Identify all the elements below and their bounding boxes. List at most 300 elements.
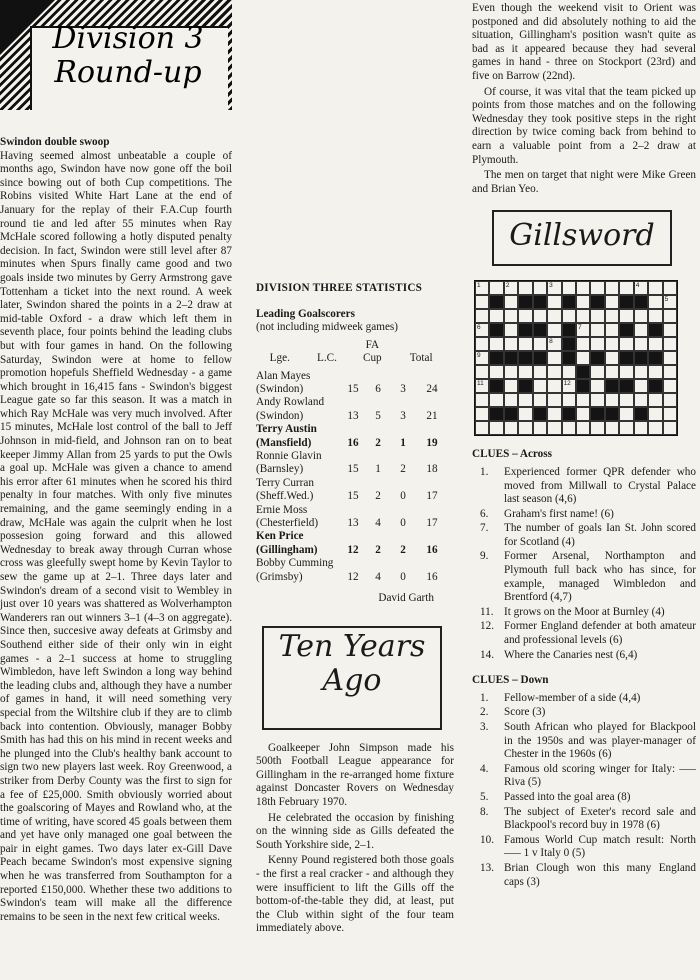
clue-item [472,508,696,522]
crossword-cell[interactable] [504,393,518,407]
clue-item [472,466,696,507]
scorer-name: Ronnie Glavin [256,450,322,463]
crossword-cell[interactable] [590,337,604,351]
lge-goals: 15 [347,490,359,503]
clue-number: 5. [480,790,489,803]
crossword-cell[interactable] [576,295,590,309]
crossword-cell[interactable] [504,281,518,295]
cup-goals: 2 [400,463,406,476]
cup-goals: 0 [400,490,406,503]
clue-number: 9. [480,550,489,563]
total-goals: 17 [426,490,438,503]
stats-title: DIVISION THREE STATISTICS [256,282,423,294]
crossword-cell[interactable] [475,281,489,295]
crossword-cell[interactable] [547,323,561,337]
total-goals: 18 [426,463,438,476]
clue-item [472,763,696,790]
clue-item [472,620,696,647]
header-total: Total [409,352,433,365]
clue-number: 3. [480,721,489,733]
crossword-cell[interactable] [663,295,677,309]
clue-number: 5 [664,296,669,304]
table-row [256,530,448,543]
scorer-club: (Grimsby) [256,570,303,583]
crossword-block [533,323,547,337]
lc-goals: 6 [375,383,381,395]
clue-item [472,862,696,889]
clue-number: 8 [549,338,553,346]
crossword-block [489,379,503,393]
crossword-cell[interactable] [634,421,648,435]
crossword-cell[interactable] [648,407,662,421]
lge-goals: 12 [347,543,359,556]
crossword-cell[interactable] [475,323,489,337]
crossword-block [518,295,532,309]
cup-goals: 0 [400,517,406,530]
crossword-cell[interactable] [475,337,489,351]
crossword-cell[interactable] [605,365,619,379]
crossword-cell[interactable] [605,295,619,309]
lge-goals: 16 [347,436,359,449]
crossword-cell[interactable] [504,337,518,351]
crossword-cell[interactable] [547,393,561,407]
lc-goals: 4 [375,517,381,530]
crossword-cell[interactable] [547,365,561,379]
clue-text: Experienced former QPR defender who moved from Millwall to Crystal Palace last season (4,6) [504,465,696,506]
clue-item [472,550,696,604]
clue-text: South African who played for Blackpool in the 1950s and was player-manager of Chester in the 1960s (6) [504,721,696,761]
crossword-cell[interactable] [533,365,547,379]
crossword-cell[interactable] [590,421,604,435]
crossword-cell[interactable] [590,309,604,323]
table-row [256,490,448,503]
byline: David Garth [378,592,434,605]
table-row [256,517,448,530]
crossword-cell[interactable] [562,365,576,379]
crossword-cell[interactable] [533,393,547,407]
crossword-cell[interactable] [619,407,633,421]
lge-goals: 15 [347,463,359,476]
crossword-block [504,407,518,421]
crossword-block [619,295,633,309]
crossword-cell[interactable] [634,393,648,407]
lc-goals: 2 [375,436,381,449]
crossword-cell[interactable] [590,379,604,393]
header-cup: Cup [362,352,382,365]
gillsword-header [492,210,672,266]
table-row [256,383,448,396]
ten-years-header [262,626,442,730]
clue-number: 4. [480,762,489,775]
scorer-club: (Swindon) [256,383,304,395]
lc-goals: 5 [375,409,381,422]
crossword-cell[interactable] [489,309,503,323]
crossword-cell[interactable] [663,337,677,351]
total-goals: 16 [426,570,438,583]
scorer-club: (Sheff.Wed.) [256,490,314,503]
table-header-fa [256,339,448,352]
stats-subtitle-line2: (not including midweek games) [256,321,398,334]
crossword-block [605,407,619,421]
lc-goals: 2 [375,543,381,556]
clue-text: Former England defender at both amateur and professional levels (6) [504,620,696,647]
table-row [256,571,448,584]
crossword-cell[interactable] [547,407,561,421]
scorer-name: Terry Curran [256,476,314,489]
crossword-cell[interactable] [504,309,518,323]
lc-goals: 2 [375,490,381,503]
crossword-cell[interactable] [648,295,662,309]
crossword-block [518,323,532,337]
crossword-cell[interactable] [518,281,532,295]
crossword-block [489,407,503,421]
crossword-cell[interactable] [619,365,633,379]
clue-text: Where the Canaries nest (6,4) [504,648,638,661]
crossword-block [619,379,633,393]
article-body: Having seemed almost unbeatable a couple of months ago, Swindon have now gone off the boil since bowing out of both Cup competitions. The Robins visited White Hart Lane at the end of January for the replay of their F.A.Cup fourth round tie and led after 55 minutes when Ray McHale scored following a hotly disputed penalty decision. In fact, Swindon were still level after 87 minutes when Spurs finally came good and two goals inside two minutes by Gerry Armstrong gave Tottenham a ticket into the next round. A week later, Swindon shared the points in a 2–2 draw at mid-table Oxford - a draw which left them in seventh place, four points behind the leading clubs but with four games in hand. On the following Saturday, Swindon were at home to fellow promotion hopefuls Sheffield Wednesday - a game which brought in 16,415 fans - Swindon's biggest League gate so far this season. It was a match in which Ray McHale was very much involved. After 15 minutes, McHale lost control of the ball to Jeff Johnson in mid-field, and Johnson ran on to beat keeper Jimmy Allan from 25 yards to put the Owls a goal up. McHale was given a chance to amend his error after 61 minutes when he scored his third penalty in four matches. With only five minutes remaining, and the game seemingly ending in a draw, McHale was again the culprit when he lost possesion going forward and this allowed Wednesday to break away through Curran whose cross was gleefully swept home by Kevin Taylor to sew the game up at 2–1. Three days later and Swindon's dream of a second visit to Wembley in just over 10 years was shattered as Wolverhampton Wanderers ran out winners 3–1 (4–3 on aggregate). Since then, succesive away defeats at Grimsby and Southend either side of their only win in eight games - a 2–1 success at home to struggling Wimbledon, have left Swindon a long way behind the leading clubs and, although they have a number of games in hand, it will need something very special from the Wiltshire club if they are to climb back into contention. Obviously, manager Bobby Smith has had this on his mind in recent weeks and he plunged into the Club's healthy bank account to sign two new players last week. Roy Greenwood, a striker from Derby County was the first to sign for a fee of £25,000. Smith obviously worried about the goalscoring of Mayes and Rowland who, at the time of writing, have scored 45 goals between them and yet have only managed one goal between the pair in eight games. Two days later ex-Gill Dave Peach became Swindon's most expensive signing when he was transferred from Southampton for a reported £150,000. Whether these two additions to Swindon's team will make all the difference remains to be seen in the next few critical weeks. [0,149,232,923]
crossword-cell[interactable] [576,323,590,337]
clue-text: Graham's first name! (6) [504,507,614,520]
article-subhead: Swindon double swoop [0,136,110,148]
crossword-block [518,351,532,365]
crossword-cell[interactable] [605,309,619,323]
scorer-name: Andy Rowland [256,396,325,409]
continued-p2: Of course, it was vital that the team picked up points from those matches and on the following Wednesday they took positive steps in the right direction by twice coming back from behind to earn a valuable point from a 2–2 draw at Plymouth. [472,85,696,166]
crossword-cell[interactable] [562,379,576,393]
lc-goals: 4 [375,570,381,583]
crossword-cell[interactable] [475,351,489,365]
crossword-cell[interactable] [648,309,662,323]
crossword-cell[interactable] [518,407,532,421]
crossword-cell[interactable] [518,421,532,435]
clue-number: 1. [480,691,489,704]
clue-text: Score (3) [504,706,546,719]
round-up-title-line2: Round-up [54,55,202,90]
crossword-cell[interactable] [590,281,604,295]
goalscorers-rows [256,370,448,585]
crossword-block [533,351,547,365]
total-goals: 24 [426,383,438,395]
crossword-cell[interactable] [562,393,576,407]
clue-number: 1. [480,465,489,478]
crossword-block [605,379,619,393]
round-up-title [30,22,226,90]
crossword-cell[interactable] [576,281,590,295]
crossword-cell[interactable] [475,407,489,421]
crossword-cell[interactable] [663,323,677,337]
crossword-cell[interactable] [504,421,518,435]
clue-number: 7 [578,324,582,332]
crossword-cell[interactable] [475,393,489,407]
crossword-cell[interactable] [533,309,547,323]
crossword-cell[interactable] [504,323,518,337]
scorer-name: Terry Austin [256,423,317,436]
crossword-cell[interactable] [619,393,633,407]
crossword-cell[interactable] [518,365,532,379]
round-up-header [0,0,232,110]
crossword-cell[interactable] [576,421,590,435]
crossword-cell[interactable] [533,281,547,295]
cup-goals: 2 [400,543,406,556]
table-row [256,450,448,463]
crossword-cell[interactable] [562,421,576,435]
crossword-cell[interactable] [504,295,518,309]
total-goals: 16 [426,543,438,556]
crossword-cell[interactable] [475,295,489,309]
table-row [256,410,448,423]
column-middle [256,0,454,938]
clue-item [472,522,696,549]
total-goals: 17 [426,517,438,530]
crossword-cell[interactable] [663,407,677,421]
lge-goals: 13 [347,409,359,422]
clue-text: The number of goals Ian St. John scored for Scotland (4) [504,522,696,548]
crossword-block [562,407,576,421]
crossword-grid[interactable] [474,280,678,436]
crossword-cell[interactable] [605,281,619,295]
crossword-cell[interactable] [590,365,604,379]
crossword-block [648,323,662,337]
lge-goals: 13 [347,517,359,530]
clue-number: 9 [477,352,481,360]
table-row [256,557,448,570]
crossword-block [619,351,633,365]
crossword-cell[interactable] [605,351,619,365]
crossword-block [533,295,547,309]
crossword-block [634,407,648,421]
crossword-cell[interactable] [634,365,648,379]
crossword-cell[interactable] [562,309,576,323]
continued-p1: Even though the weekend visit to Orient was postponed and did absolutely nothing to aid the situation, Gillingham's position wasn't quite as bad as it appeared because they had several games in hand - three on Stockport (23rd) and five on Barrow (22nd). [472,2,696,82]
cup-goals: 3 [400,409,406,422]
scorer-club: (Chesterfield) [256,517,319,530]
crossword-cell[interactable] [547,379,561,393]
crossword-cell[interactable] [475,309,489,323]
scorer-name: Bobby Cumming [256,557,334,570]
total-goals: 21 [426,409,438,422]
crossword-block [518,379,532,393]
crossword-cell[interactable] [634,379,648,393]
clue-text: Former Arsenal, Northampton and Plymouth full back who has since, for example, managed Wimbledon and Brentford (4,7) [504,550,696,604]
clue-item [472,706,696,720]
crossword-cell[interactable] [576,337,590,351]
crossword-cell[interactable] [576,351,590,365]
crossword-cell[interactable] [533,337,547,351]
crossword-cell[interactable] [634,337,648,351]
table-row [256,544,448,557]
clue-item [472,834,696,861]
lc-goals: 1 [375,463,381,476]
crossword-block [648,379,662,393]
crossword-cell[interactable] [619,337,633,351]
crossword-block [634,295,648,309]
clue-item [472,721,696,762]
clue-number: 7. [480,522,489,535]
lge-goals: 15 [347,383,359,395]
table-row [256,396,448,409]
clue-number: 12. [480,620,494,633]
clue-number: 8. [480,805,489,818]
crossword-cell[interactable] [648,281,662,295]
frame-top [262,626,442,628]
scorer-club: (Barnsley) [256,463,304,476]
frame-bottom [262,728,442,730]
clue-text: It grows on the Moor at Burnley (4) [504,605,665,618]
table-row [256,423,448,436]
crossword-cell[interactable] [648,421,662,435]
crossword-cell[interactable] [547,421,561,435]
down-clues [472,692,696,889]
crossword-cell[interactable] [576,393,590,407]
crossword-cell[interactable] [576,407,590,421]
gillsword-title: Gillsword [509,218,655,254]
crossword-block [504,351,518,365]
crossword-cell[interactable] [489,421,503,435]
ten-years-title-line1: Ten Years [278,628,426,664]
crossword-block [562,295,576,309]
crossword-cell[interactable] [547,295,561,309]
crossword-cell[interactable] [663,393,677,407]
clue-number: 13. [480,861,494,874]
crossword-cell[interactable] [547,351,561,365]
table-row [256,477,448,490]
crossword-block [590,407,604,421]
clue-number: 12 [563,380,571,388]
crossword-block [619,323,633,337]
crossword-cell[interactable] [562,281,576,295]
frame-bottom [492,264,672,266]
crossword-cell[interactable] [634,309,648,323]
crossword-cell[interactable] [547,337,561,351]
clue-number: 6 [477,324,481,332]
clue-number: 2 [505,282,510,290]
table-row [256,504,448,517]
cup-goals: 1 [400,436,406,449]
across-heading: CLUES – Across [472,448,552,461]
cup-goals: 0 [400,570,406,583]
crossword-cell[interactable] [634,281,648,295]
crossword-cell[interactable] [504,365,518,379]
crossword-block [590,351,604,365]
ten-years-article [256,742,454,936]
crossword-cell[interactable] [475,421,489,435]
across-clues [472,466,696,662]
clue-text: Fellow-member of a side (4,4) [504,691,641,704]
clue-text: Famous old scoring winger for Italy: ––– Riva (5) [504,762,696,789]
header-lge: Lge. [269,352,290,365]
clue-number: 6. [480,507,489,520]
clue-number: 1 [477,282,481,290]
crossword-cell[interactable] [648,365,662,379]
round-up-title-line1: Division 3 [52,21,204,56]
crossword-cell[interactable] [590,393,604,407]
clue-item [472,606,696,620]
clue-text: The subject of Exeter's record sale and Blackpool's record buy in 1978 (6) [504,805,696,832]
crossword-cell[interactable] [489,337,503,351]
crossword-cell[interactable] [518,393,532,407]
clue-text: Passed into the goal area (8) [504,790,631,803]
crossword-cell[interactable] [648,393,662,407]
clue-text: Brian Clough won this many England caps (3) [504,861,696,888]
crossword-block [576,379,590,393]
frame-top [492,210,672,212]
crossword-cell[interactable] [489,393,503,407]
crossword-cell[interactable] [533,379,547,393]
ten-years-p3: Kenny Pound registered both those goals - the first a real cracker - and although they were insufficient to lift the Gills off the bottom-of-the-table they did, at least, put the Club within sight of the four team immediately above. [256,854,454,935]
crossword-block [562,351,576,365]
header-fa: FA [365,338,380,351]
crossword-cell[interactable] [547,281,561,295]
crossword-cell[interactable] [605,323,619,337]
crossword-block [533,407,547,421]
crossword-cell[interactable] [619,421,633,435]
crossword-cell[interactable] [619,281,633,295]
clue-number: 2. [480,706,489,719]
crossword-cell[interactable] [475,365,489,379]
column-right [472,0,696,890]
crossword-cell[interactable] [605,421,619,435]
ten-years-p1: Goalkeeper John Simpson made his 500th Football League appearance for Gillingham in the re-arranged home fixture against Doncaster Rovers on Wednesday 18th February 1970. [256,741,454,809]
crossword-cell[interactable] [489,365,503,379]
crossword-block [489,323,503,337]
lge-goals: 12 [347,570,359,583]
crossword-cell[interactable] [663,421,677,435]
crossword-cell[interactable] [576,309,590,323]
scorer-name: Alan Mayes [256,369,311,382]
stats-subtitle [256,308,454,335]
clue-item [472,649,696,663]
article-continuation-space [256,0,454,270]
crossword-cell[interactable] [489,281,503,295]
crossword-cell[interactable] [533,421,547,435]
goalscorers-table [256,339,448,366]
crossword-cell[interactable] [590,323,604,337]
crossword-block [634,351,648,365]
clue-number: 11. [480,605,494,618]
crossword-cell[interactable] [518,309,532,323]
crossword-cell[interactable] [475,379,489,393]
clue-number: 10. [480,833,494,846]
table-row [256,463,448,476]
cup-goals: 3 [400,383,406,395]
crossword-cell[interactable] [648,337,662,351]
crossword-cell[interactable] [605,337,619,351]
ten-years-title-line2: Ago [322,662,382,698]
scorer-name: Ernie Moss [256,503,308,516]
total-goals: 19 [426,436,438,449]
header-lc: L.C. [317,352,337,365]
continued-p3: The men on target that night were Mike Green and Brian Yeo. [472,169,696,195]
crossword-cell[interactable] [518,337,532,351]
crossword-cell[interactable] [605,393,619,407]
crossword-cell[interactable] [504,379,518,393]
scorer-club: (Mansfield) [256,436,312,449]
table-header [256,352,448,365]
crossword-block [648,351,662,365]
crossword-cell[interactable] [663,309,677,323]
crossword-cell[interactable] [663,379,677,393]
clue-number: 14. [480,648,494,661]
clue-text: Famous World Cup match result: North ––– 1 v Italy 0 (5) [504,833,696,860]
crossword-block [562,337,576,351]
crossword-cell[interactable] [663,281,677,295]
crossword-cell[interactable] [663,351,677,365]
crossword-cell[interactable] [547,309,561,323]
ten-years-p2: He celebrated the occasion by finishing on the winning side as Gills defeated the South Yorkshire side, 2–1. [256,811,454,851]
crossword-cell[interactable] [619,309,633,323]
crossword-cell[interactable] [634,323,648,337]
crossword-cell[interactable] [663,365,677,379]
